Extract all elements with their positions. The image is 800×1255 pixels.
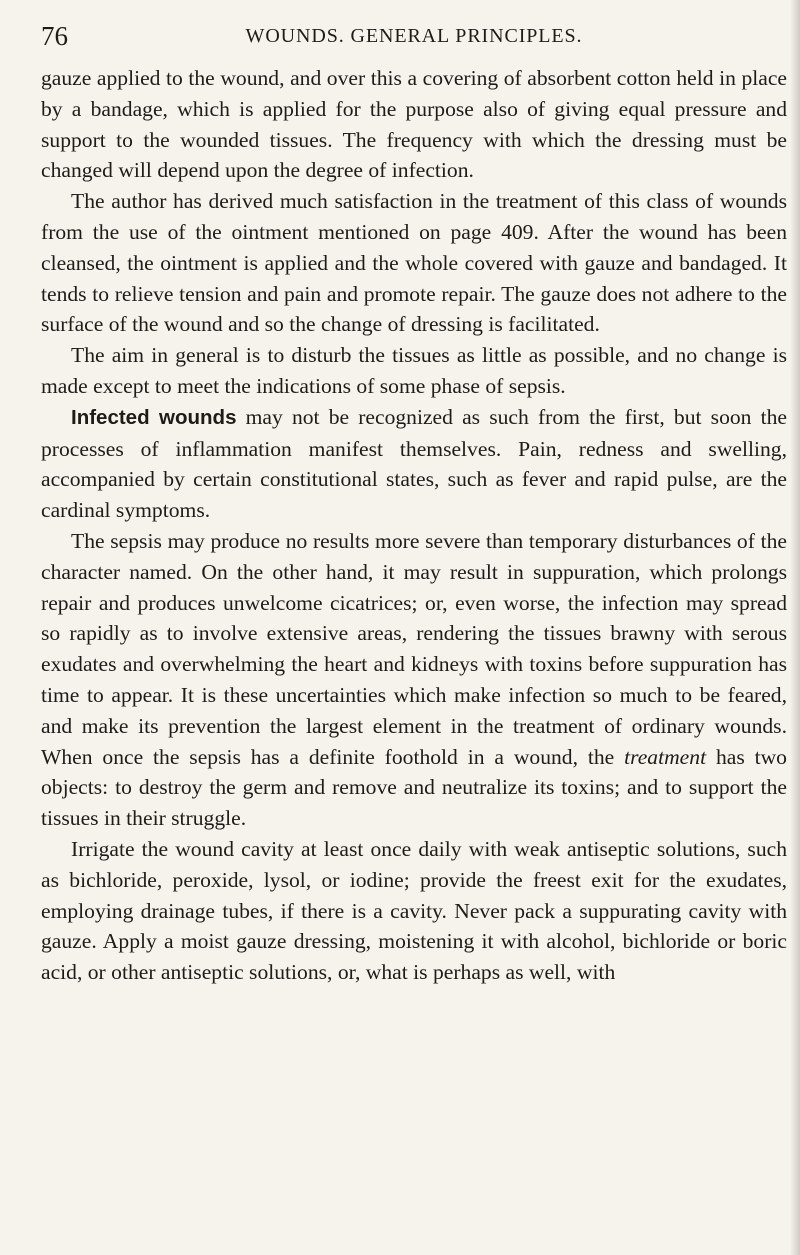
body-text [41,63,787,988]
paragraph-irrigate: Irrigate the wound cavity at least once daily with weak antiseptic solutions, such as bichloride, peroxide, lysol, or iodine; provide the freest exit for the exudates, employing drainage tubes, if there is a cavity. Never pack a suppurating cavity with gauze. Apply a moist gauze dressing, moistening it with alcohol, bichloride or boric acid, or other antiseptic solutions, or, what is perhaps as well, with [41,836,787,985]
paragraph-ointment: The author has derived much satisfaction in the treatment of this class of wounds from the use of the ointment mentioned on page 409. After the wound has been cleansed, the ointment is applied and the whole covered with gauze and bandaged. It tends to relieve tension and pain and promote repair. The gauze does not adhere to the surface of the wound and so the change of dressing is facilitated. [41,189,787,337]
paragraph-infected-wounds [41,402,787,526]
running-head [41,20,787,56]
page-edge-shadow [790,0,800,1255]
run-in-heading: Infected wounds [71,405,237,429]
paragraph-text: may not be recognized as such from the first, but soon the processes of inflammation manifest themselves. Pain, redness and swelling, accompanied by certain constitutional states, such as fever and rapid pulse, are the cardinal symptoms. [41,404,787,523]
paragraph-sepsis [41,526,787,834]
paragraph-aim: The aim in general is to disturb the tissues as little as possible, and no change is made except to meet the indications of some phase of sepsis. [41,343,787,398]
italic-term: treatment [624,744,707,769]
paragraph-text: The sepsis may produce no results more severe than temporary disturbances of the character named. On the other hand, it may result in suppuration, which prolongs repair and produces unwelcome cicatrices; or, even worse, the infection may spread so rapidly as to involve extensive areas, rendering the tissues brawny with serous exudates and overwhelming the heart and kidneys with toxins before suppuration has time to appear. It is these uncertainties which make infection so much to be feared, and make its prevention the largest element in the treatment of ordinary wounds. When once the sepsis has a definite foothold in a wound, the [41,528,787,769]
paragraph-continued: gauze applied to the wound, and over this a covering of absorbent cotton held in place by a bandage, which is applied for the purpose also of giving equal pressure and support to the wounded tissues. The frequency with which the dressing must be changed will depend upon the degree of infection. [41,66,787,183]
paragraph-text: has two objects: to destroy the germ and remove and neutralize its toxins; and to support the tissues in their struggle. [41,744,787,831]
page-number: 76 [41,21,68,51]
running-title: WOUNDS. GENERAL PRINCIPLES. [245,25,583,47]
